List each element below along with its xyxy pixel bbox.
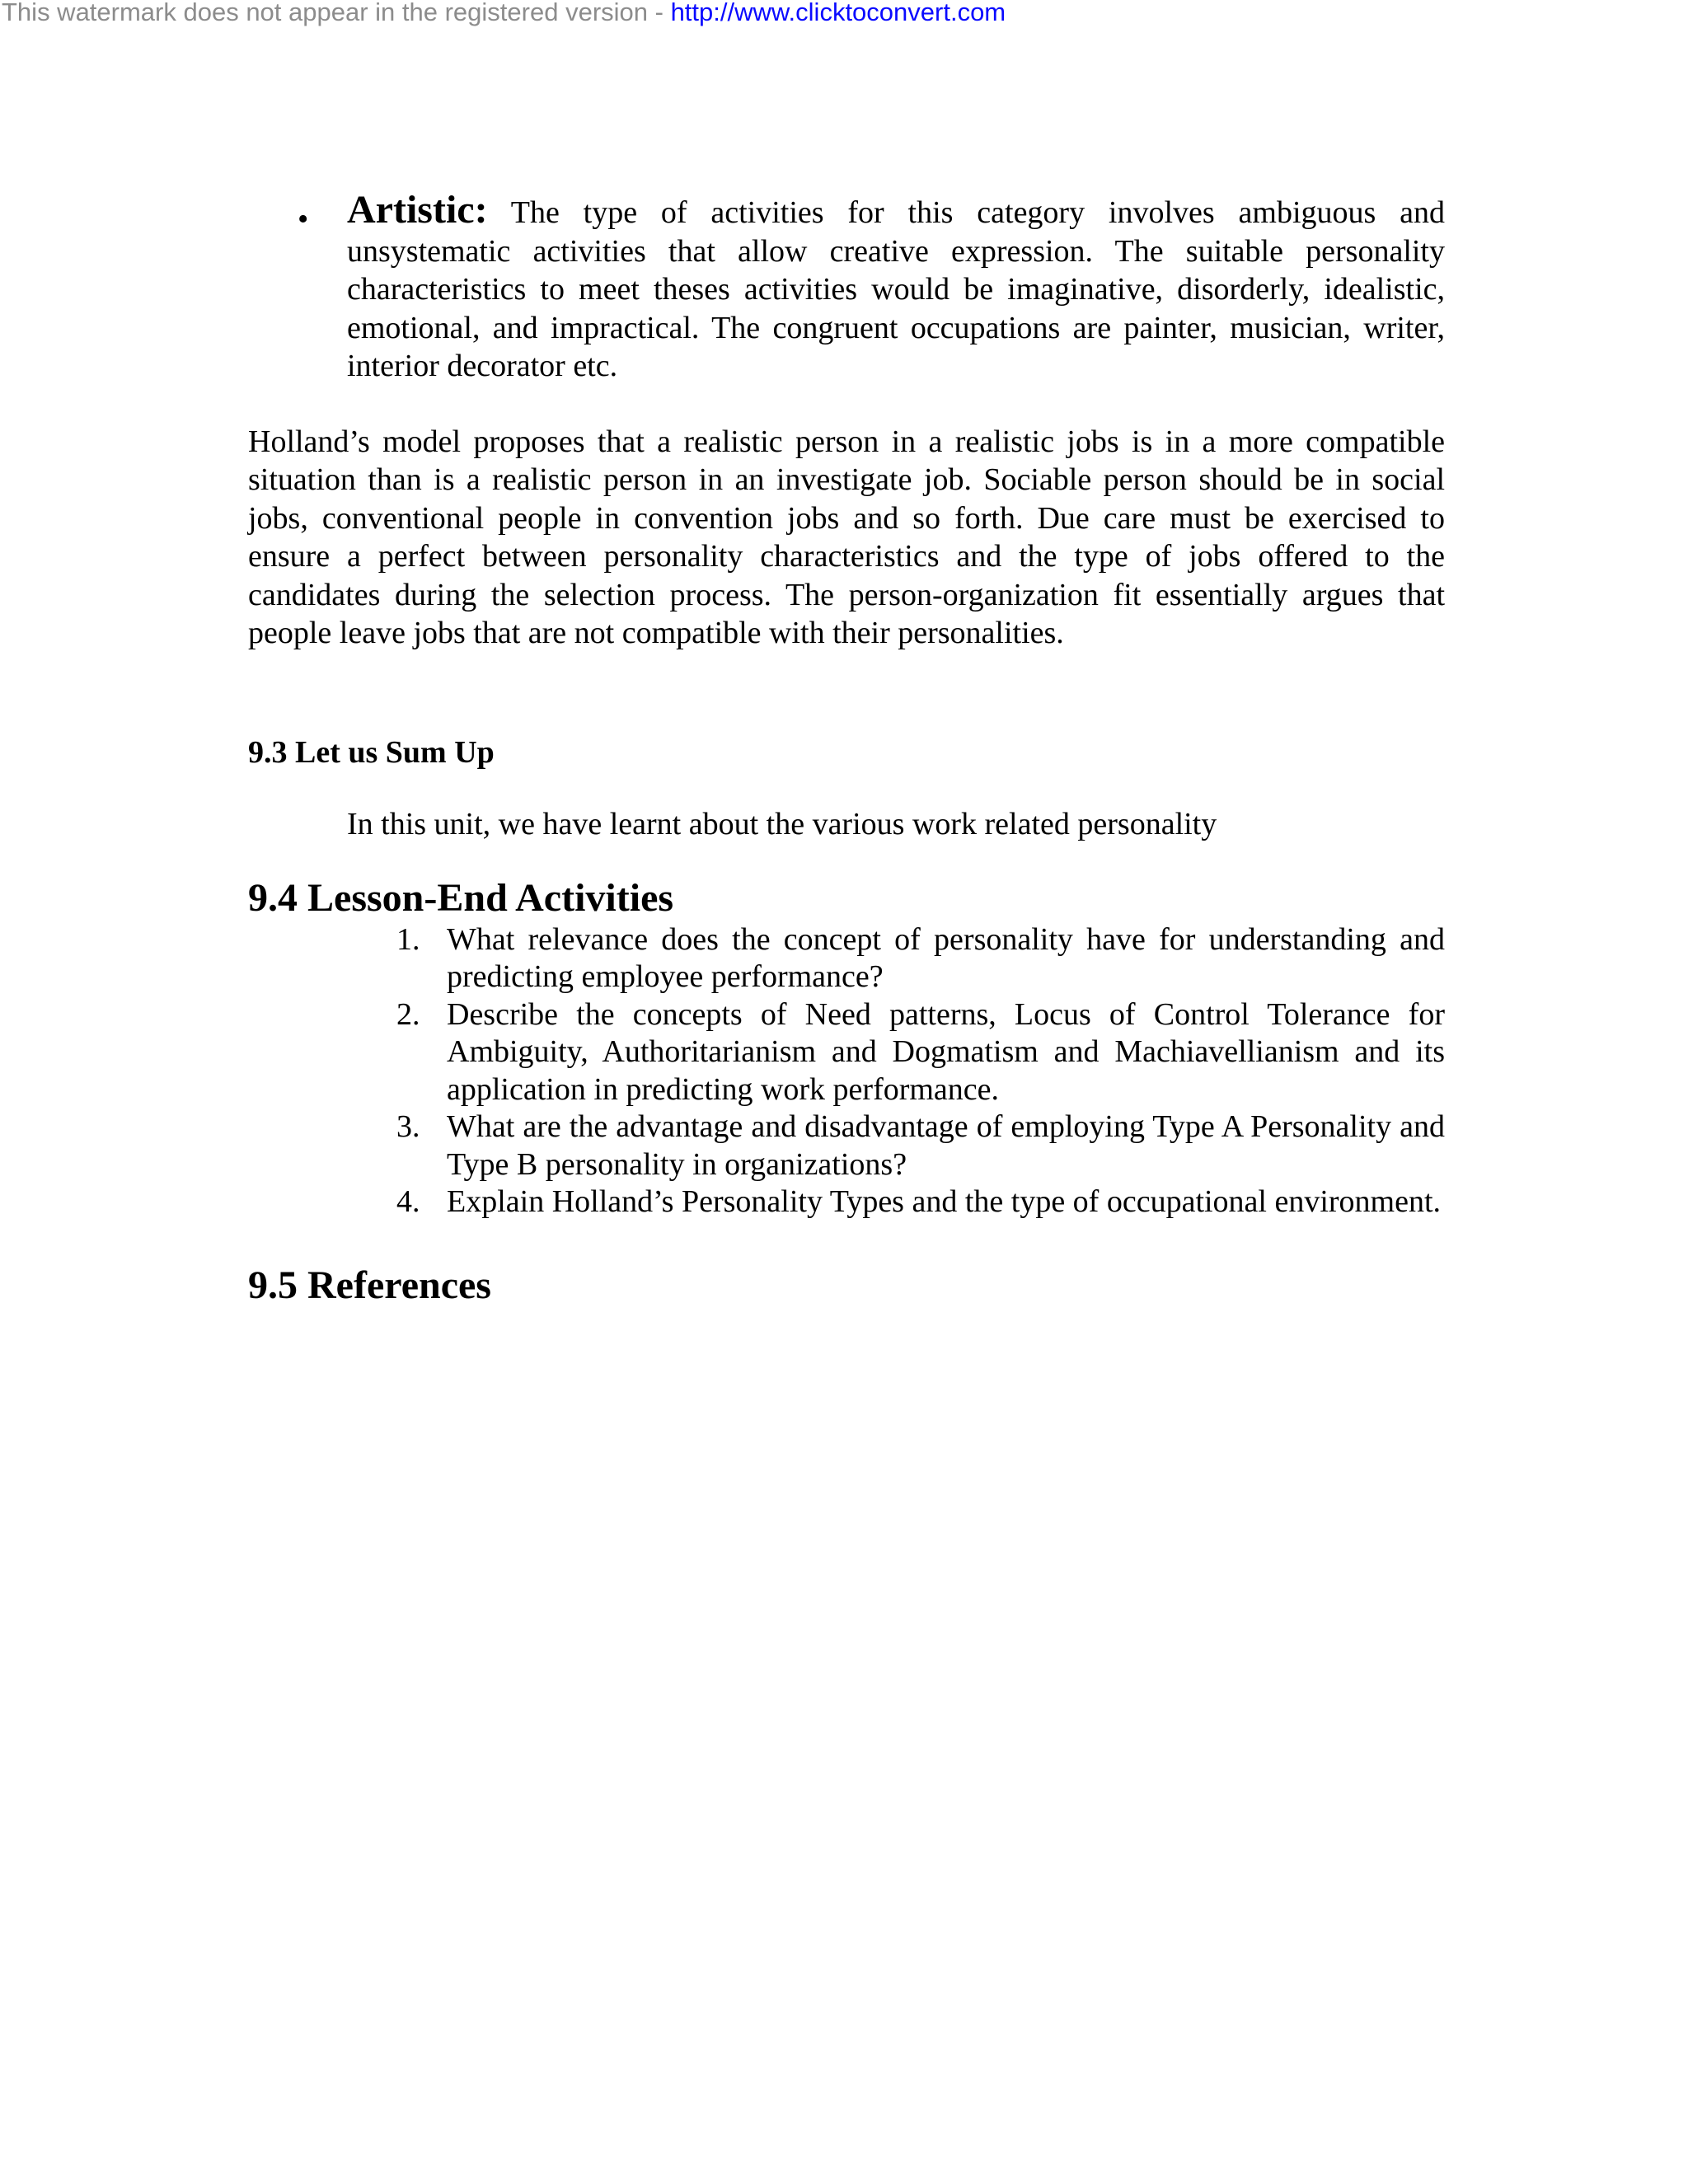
sum-up-text: In this unit, we have learnt about the various work related personality bbox=[347, 806, 1217, 841]
activity-text: What are the advantage and disadvantage of employing Type A Personality and Type B personality in organizations? bbox=[447, 1109, 1445, 1182]
activities-list bbox=[248, 921, 1445, 1221]
activity-text: Explain Holland’s Personality Types and the type of occupational environment. bbox=[447, 1184, 1442, 1219]
list-item-artistic bbox=[248, 188, 1445, 386]
sum-up-heading: 9.3 Let us Sum Up bbox=[248, 734, 495, 770]
watermark-text: This watermark does not appear in the registered version - bbox=[2, 0, 671, 26]
page-content bbox=[248, 188, 1445, 1309]
activity-number: 1. bbox=[396, 921, 420, 957]
bullet-icon: • bbox=[298, 202, 309, 237]
activity-item bbox=[248, 1108, 1445, 1183]
references-heading: 9.5 References bbox=[248, 1263, 491, 1307]
watermark-banner bbox=[2, 0, 1006, 27]
artistic-text: The type of activities for this category involves ambiguous and unsystematic activities that allow creative expression. The suitable personality characteristics to meet theses activities would be imaginative, disorderly, idealistic, emotional, and impractical. The congruent occupations are painter, musician, writer, interior decorator etc. bbox=[347, 195, 1445, 383]
personality-type-list bbox=[248, 188, 1445, 386]
activity-item bbox=[248, 996, 1445, 1109]
activity-item bbox=[248, 921, 1445, 996]
artistic-term: Artistic: bbox=[347, 188, 488, 232]
activity-number: 3. bbox=[396, 1109, 420, 1144]
activity-text: What relevance does the concept of personality have for understanding and predicting employee performance? bbox=[447, 921, 1445, 994]
watermark-link[interactable]: http://www.clicktoconvert.com bbox=[670, 0, 1006, 26]
activities-heading: 9.4 Lesson-End Activities bbox=[248, 875, 674, 920]
activity-text: Describe the concepts of Need patterns, Locus of Control Tolerance for Ambiguity, Authoritarianism and Dogmatism and Machiavellianism and its application in predicting work performance. bbox=[447, 996, 1445, 1107]
activity-number: 4. bbox=[396, 1184, 420, 1219]
holland-paragraph: Holland’s model proposes that a realistic person in a realistic jobs is in a more compatible situation than is a realistic person in an investigate job. Sociable person should be in social jobs, conventional people in convention jobs and so forth. Due care must be exercised to ensure a perfect between personality characteristics and the type of jobs offered to the candidates during the selection process. The person-organization fit essentially argues that people leave jobs that are not compatible with their personalities. bbox=[248, 424, 1445, 650]
activity-number: 2. bbox=[396, 996, 420, 1032]
artistic-description bbox=[347, 188, 1445, 386]
activity-item bbox=[248, 1183, 1445, 1221]
